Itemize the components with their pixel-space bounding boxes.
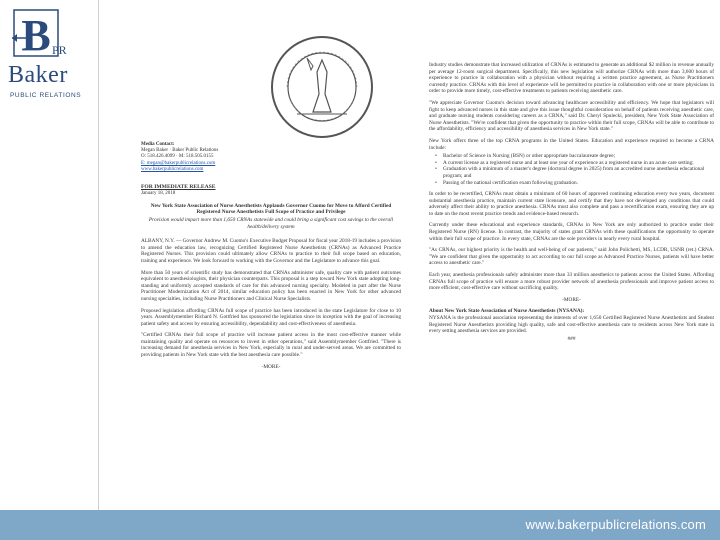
company-logo xyxy=(4,8,92,99)
more-marker: -MORE- xyxy=(261,363,281,370)
headline: New York State Association of Nurse Anesthetists Applauds Governor Cuomo for Move to Afford Certified Registered Nurse Anesthetists Full Scope of Practice and Privilege xyxy=(150,202,392,216)
left-paragraph: Proposed legislation affording CRNAs full scope of practice has been introduced in the state Legislature for close to 10 years. Assemblymember Richard N. Gottfried has sponsored the legislation since its inception with the goal of increasing patient safety and access by ensuring accessibility, dependability and cost-effectiveness of anesthesia. xyxy=(141,307,401,327)
right-paragraph: Industry studies demonstrate that increased utilization of CRNAs is estimated to generate an additional $2 million in revenue annually per average 12-room surgical department. Specifically, this new legislation will authorize CRNAs with more than 3,600 hours of experience to practice in collaboration with a physician without requiring a written practice agreement, as Nurse Practitioners currently practice. CRNAs with this level of experience will be permitted to practice in collaboration with one or more physicians in order to provide more timely, cost-effective treatments to patients receiving anesthetic care. xyxy=(429,62,714,95)
release-body xyxy=(141,184,401,375)
left-paragraph: More than 50 years of scientific study has demonstrated that CRNAs administer safe, quality care with patient outcomes equivalent to anesthesiologists, their physician counterparts. This proposal is a step toward New York state adopting long-standing and uniformly accepted standards of care for this advanced nursing specialty. Modeled in part after the Nurse Practitioner Modernization Act of 2014, similar education policy has been enacted in New York for other advanced nursing specialties, including Nurse Practitioners and Clinical Nurse Specialists. xyxy=(141,269,401,302)
requirements-list xyxy=(435,153,714,186)
sidebar xyxy=(0,0,96,510)
list-item: • Passing of the national certification exam following graduation. xyxy=(435,180,714,187)
end-mark: ### xyxy=(567,335,576,342)
left-paragraph: "Certified CRNAs their full scope of practice will increase patient access in the most cost-effective manner while maintaining quality and operate on resources to invest in other operations," said Assemblymember Gottfried. "There is increasing demand for anesthesia services in New York, especially in rural and under-served areas. We are committed to providing patients in New York state with the best anesthesia care possible." xyxy=(141,332,401,359)
list-item: • Bachelor of Science in Nursing (BSN) or other appropriate baccalaureate degree; xyxy=(435,153,714,160)
media-contact-email[interactable]: E: megan@bakerpublicrelations.com xyxy=(141,160,216,166)
media-contact-block xyxy=(141,142,371,173)
brand-tagline: PUBLIC RELATIONS xyxy=(10,92,82,99)
about-heading: About New York State Association of Nurse Anesthetists (NYSANA): xyxy=(429,308,585,315)
right-paragraph: Currently under these educational and experience standards, CRNAs in New York are only authorized to practice under their Registered Nurse (RN) license. In contrast, the majority of states grant CRNAs with these qualifications the opportunity to operate within their full scope of practice. In every state, CRNAs are the sole providers in nearly every rural hospital. xyxy=(429,222,714,242)
media-contact-phone: O: 518.426.4099 · M: 518.505.0155 xyxy=(141,154,214,160)
right-paragraph: Each year, anesthesia professionals safely administer more than 33 million anesthetics to patients across the United States. Affording CRNAs full scope of practice will ensure a more robust provider network of anesthesia professionals and improve patient access to more efficient, cost-effective care without sacrificing quality. xyxy=(429,272,714,292)
right-paragraph: New York offers three of the top CRNA programs in the United States. Education and experience required to become a CRNA include: xyxy=(429,137,714,151)
footer-bar xyxy=(0,510,720,540)
more-marker: -MORE- xyxy=(562,296,581,303)
svg-text:B: B xyxy=(21,11,51,60)
list-item: • Graduation with a minimum of a master's degree (doctoral degree in 2025) from an accredited nurse anesthesia educational program; and xyxy=(435,166,714,179)
media-contact-name: Megan Baker · Baker Public Relations xyxy=(141,148,219,154)
right-paragraph: "We appreciate Governor Cuomo's decision toward advancing healthcare accessibility and efficiency. We hope that legislators will fight to keep advanced nurses in this state and give this issue thoughtful consideration on behalf of patients receiving anesthetic care, and graduate nursing students considering careers as a CRNA," said Dr. Cheryl Spulecki, president, New York State Association of Nurse Anesthetists. "We're confident that given the opportunity to practice within their full scope, CRNAs will be able to contribute to the affordability, efficiency and accessibility of anesthesia services in New York state." xyxy=(429,99,714,133)
nysana-seal-icon xyxy=(267,32,377,142)
right-column xyxy=(429,62,714,347)
left-paragraph: ALBANY, N.Y. — Governor Andrew M. Cuomo's Executive Budget Proposal for fiscal year 2018-19 includes a provision to amend the education law, recognizing Certified Registered Nurse Anesthetists (CRNAs) as Advanced Practice Registered Nurses. This provision could ultimately allow CRNAs to practice to their full scope based on education, training and experience. We look forward to working with the Governor and the Legislature to advance this goal. xyxy=(141,238,401,264)
media-contact-heading: Media Contact: xyxy=(141,142,175,147)
release-label: FOR IMMEDIATE RELEASE xyxy=(141,184,216,190)
release-date: January 18, 2018 xyxy=(141,190,176,196)
svg-text:PR: PR xyxy=(52,43,67,57)
about-text: NYSANA is the professional association representing the interests of over 1,650 Certified Registered Nurse Anesthetists and Student Registered Nurse Anesthetists providing high quality, safe and cost-effective anesthesia care to residents across New York state in every setting anesthesia services are provided. xyxy=(429,315,714,335)
footer-website-link[interactable]: www.bakerpublicrelations.com xyxy=(525,517,706,532)
list-item: • A current license as a registered nurse and at least one year of experience as a registered nurse in an acute care setting; xyxy=(435,160,714,167)
press-release-page xyxy=(98,0,720,510)
subhead: Provision would impact more than 1,650 CRNAs statewide and could bring a significant cost savings to the overall health/delivery system xyxy=(148,216,394,230)
right-paragraph: In order to be recertified, CRNAs must obtain a minimum of 60 hours of approved continuing education every two years, document substantial anesthesia practice, maintain current state licensure, and certify that they have not developed any conditions that could adversely affect their ability to practice anesthesia. CRNAs must also complete and pass a recertification exam, ensuring they are up to date on the most recent practice trends and evidence-based research. xyxy=(429,191,714,217)
right-paragraph: "As CRNAs, our highest priority is the health and well-being of our patients," said John Polichetti, MS, LCDR, USNR (ret.) CRNA. "We are confident that given the opportunity to act according to our full scope as Advanced Practice Nurses, patients will have better access to anesthetic care." xyxy=(429,247,714,267)
media-contact-website[interactable]: www.bakerpublicrelations.com xyxy=(141,166,204,172)
bpr-logo-icon xyxy=(12,8,76,60)
brand-name: Baker xyxy=(8,62,68,88)
